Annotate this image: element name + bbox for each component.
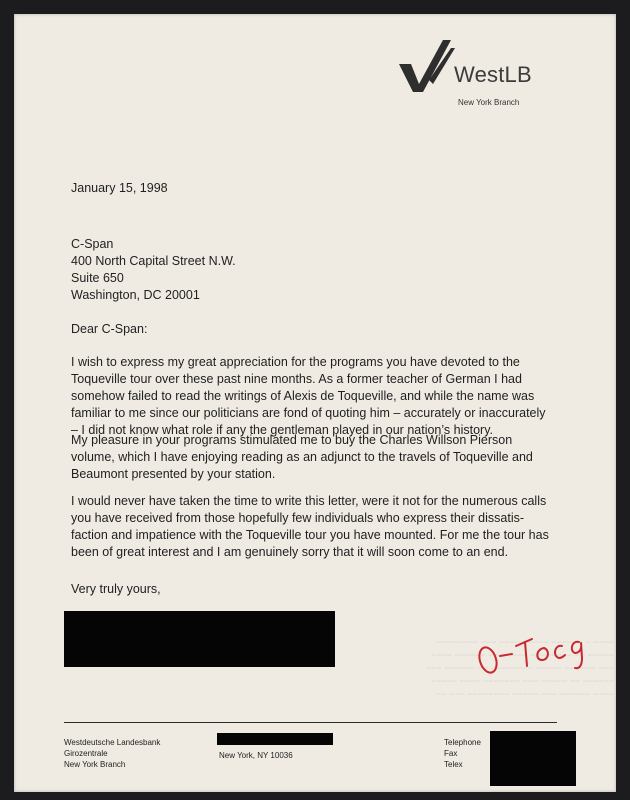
bleed-through-text: ~~~~ ~ ~~~~~~ ~~~~~ ~~~~ ~~~ ~~~~~~~~ ~~~~~ ~~ ~~~~~~~~ ~~~ ~~~~ ~~~~~~ ~~~~ ~~~ ~~~~~~ ~~~~~ ~~~~~~~~ ~~ ~~~~~~ ~~~ ~~~~~~ ~~ ~~~~~ ~~~ ~~~~~~~ ~~~~ ~~~~~ ~~~~ ~~~~~~ ~~~ ~~~~~ ~~~~~~~~ ~~~ ~~ bbox=[425, 637, 614, 699]
paragraph-line: been of great interest and I am genuinely sorry that it will soon come to an end. bbox=[71, 545, 509, 559]
redacted-contact-numbers bbox=[490, 731, 576, 786]
address-line: Suite 650 bbox=[71, 271, 124, 285]
footer-line: Girozentrale bbox=[64, 749, 108, 758]
footer-divider bbox=[64, 722, 557, 723]
paragraph-line: – I did not know what role if any the gentleman played in our nation’s history. bbox=[71, 423, 494, 437]
paragraph-line: Toqueville tour over these past nine months. As a former teacher of German I had bbox=[71, 372, 522, 386]
fax-label: Fax bbox=[444, 749, 458, 758]
paragraph-line: faction and impatience with the Toqueville tour you have mounted. For me the tour has bbox=[71, 528, 549, 542]
footer-line: New York Branch bbox=[64, 760, 126, 769]
address-line: C-Span bbox=[71, 237, 114, 251]
brand-name: WestLB bbox=[454, 62, 532, 87]
paragraph-line: somehow failed to read the writings of Alexis de Toqueville, and while the name was bbox=[71, 389, 535, 403]
body-paragraph-2 bbox=[71, 432, 611, 483]
paragraph-line: I wish to express my great appreciation for the programs you have devoted to the bbox=[71, 355, 520, 369]
westlb-logo-icon bbox=[399, 40, 455, 92]
letter-date: January 15, 1998 bbox=[71, 181, 168, 195]
body-paragraph-3 bbox=[71, 493, 611, 561]
closing: Very truly yours, bbox=[71, 582, 161, 596]
paragraph-line: you have received from those hopefully few individuals who express their dissatis- bbox=[71, 511, 525, 525]
telephone-label: Telephone bbox=[444, 738, 481, 747]
paragraph-line: familiar to me since our politicians are fond of quoting him – accurately or inaccurately bbox=[71, 406, 546, 420]
letter-page bbox=[14, 14, 616, 792]
handwritten-annotation bbox=[476, 624, 588, 682]
paragraph-line: volume, which I have enjoying reading as an adjunct to the travels of Toqueville and bbox=[71, 450, 533, 464]
paragraph-line: My pleasure in your programs stimulated me to buy the Charles Willson Pierson bbox=[71, 433, 513, 447]
branch-name: New York Branch bbox=[458, 98, 520, 107]
recipient-address bbox=[71, 236, 236, 304]
salutation: Dear C-Span: bbox=[71, 322, 148, 336]
redacted-street-address bbox=[217, 733, 333, 745]
paragraph-line: I would never have taken the time to write this letter, were it not for the numerous calls bbox=[71, 494, 547, 508]
footer-city: New York, NY 10036 bbox=[219, 751, 293, 760]
paragraph-line: Beaumont presented by your station. bbox=[71, 467, 276, 481]
footer-bank-info bbox=[64, 737, 160, 770]
body-paragraph-1 bbox=[71, 354, 611, 439]
footer-contact-labels bbox=[444, 737, 481, 770]
telex-label: Telex bbox=[444, 760, 463, 769]
footer-line: Westdeutsche Landesbank bbox=[64, 738, 161, 747]
redacted-signature bbox=[64, 611, 335, 667]
address-line: 400 North Capital Street N.W. bbox=[71, 254, 236, 268]
address-line: Washington, DC 20001 bbox=[71, 288, 200, 302]
